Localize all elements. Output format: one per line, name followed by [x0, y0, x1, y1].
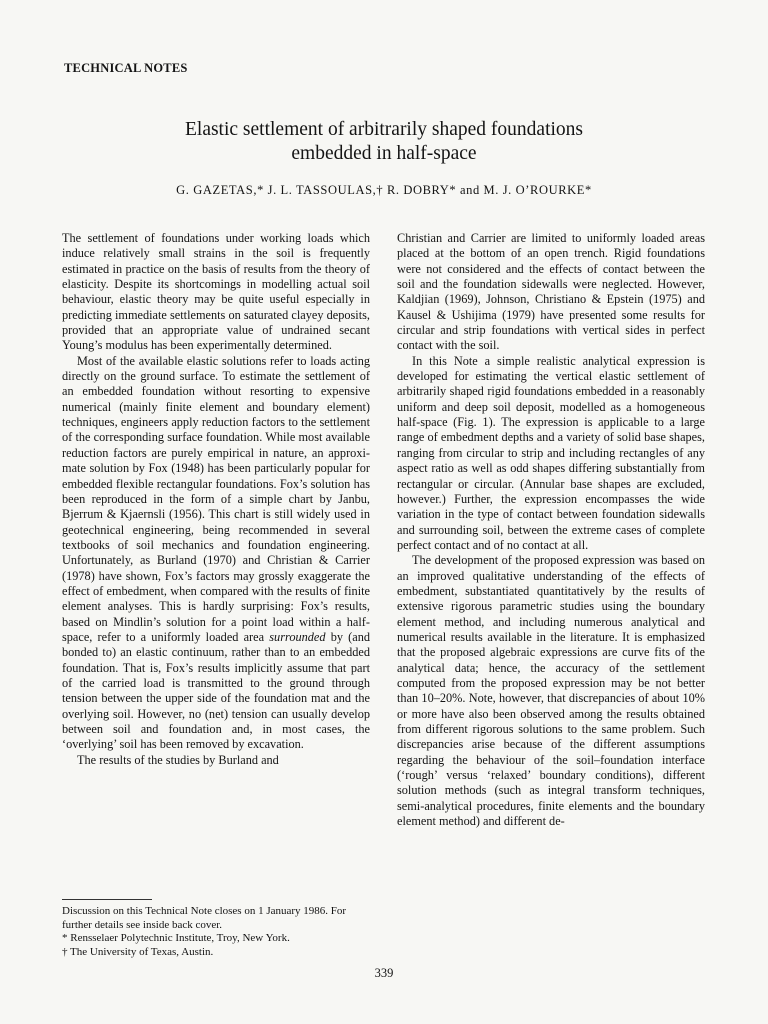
author-list: G. GAZETAS,* J. L. TASSOULAS,† R. DOBRY* and M. J. O’ROURKE* — [176, 183, 592, 197]
paragraph: The settlement of foundations under working loads which induce relatively small strains in the soil is frequently estimated in practice on the basis of results from the theory of elasticity. Despite its shortcomings in modelling actual soil behaviour, elastic theory may be quite useful especially in predicting immediate settlements on saturated clayey deposits, provided that an appropriate value of undrained secant Young’s modulus has been experimentally determined. — [62, 231, 370, 353]
paper-title-line-2: embedded in half-space — [291, 143, 477, 164]
left-column — [62, 231, 370, 768]
section-label: TECHNICAL NOTES — [64, 61, 188, 75]
paragraph: Christian and Carrier are limited to uniformly loaded areas placed at the bottom of an open trench. Rigid foundations were not considered and the effects of contact between the soil and the foundation sidewalls were neglected. However, Kaldjian (1969), Johnson, Christiano & Epstein (1975) and Kausel & Ushijima (1979) have presented some results for circular and strip foundations with vertical sides in perfect contact with the soil. — [397, 231, 705, 353]
footnote-affiliation: * Rensselaer Polytechnic Institute, Troy, New York. — [62, 932, 290, 944]
paragraph-text: by (and bonded to) an elastic continuum, rather than to an embedded foundation. That is, Fox’s results implicitly assume that part of the carried load is transmitted to the ground through tension between the upper side of the foundation mat and the overlying soil. However, no (net) tension can usually develop between soil and foundation and, in most cases, the ‘overlying’ soil has been removed by excavation. — [62, 629, 371, 752]
paper-title-line-1: Elastic settlement of arbitrarily shaped foundations — [184, 119, 583, 140]
paragraph — [62, 354, 370, 753]
page-number: 339 — [374, 966, 394, 980]
footnotes — [62, 905, 370, 959]
footnote-discussion: Discussion on this Technical Note closes on 1 January 1986. For further details see inside back cover. — [62, 905, 347, 931]
footnote-affiliation: † The University of Texas, Austin. — [62, 945, 214, 958]
paragraph-text: Most of the available elastic solutions refer to loads acting directly on the ground surface. To estimate the settlement of an embedded foundation without resorting to expensive numerical (mainly finite element and boundary element) techniques, engineers apply reduction factors to the settlement of the corresponding surface foundation. While most available reduction factors are purely empirical in nature, an approximate solution by Fox (1948) has been particularly popular for embedded flexible rectangular foundations. Fox’s solution has been reproduced in the form of a simple chart by Janbu, Bjerrum & Kjaernsli (1956). This chart is still widely used in geotechnical engineering, being recommended in several textbooks of soil mechanics and foundation engineering. Unfortunately, as Burland (1970) and Christian & Carrier (1978) have shown, Fox’s factors may grossly exaggerate the effect of embedment, when compared with the results of finite element analyses. This is hardly surprising: Fox’s results, based on Mindlin’s solution for a point load within a half-space, refer to a uniformly loaded area — [62, 353, 370, 644]
paragraph: The results of the studies by Burland and — [77, 752, 279, 767]
emphasized-word: surrounded — [269, 629, 326, 644]
paragraph: The development of the proposed expression was based on an improved qualitative understanding of the effects of embedment, substantiated quantitatively by the results of extensive rigorous parametric studies using the boundary element method, and including numerous analytical and numerical results available in the literature. It is emphasized that the proposed algebraic expressions are curve fits of the analytical data; hence, the accuracy of the settlement computed from the proposed expression may be not better than 10–20%. Note, however, that discrepancies of about 10% or more have also been observed among the results obtained from different rigorous solutions to the same problem. Such discrepancies arise because of the different assumptions regarding the behaviour of the soil–foundation interface (‘rough’ versus ‘relaxed’ boundary conditions), different solution methods (such as integral transform techniques, semi-analytical procedures, finite elements and the boundary element method) and different de- — [397, 553, 705, 829]
paper-title — [0, 118, 768, 166]
footnote-divider — [62, 899, 152, 900]
paragraph: In this Note a simple realistic analytical expression is developed for estimating the vertical elastic settlement of arbitrarily shaped rigid foundations embedded in a reasonably uniform and deep soil deposit, modelled as a homogeneous half-space (Fig. 1). The expression is applicable to a large range of embedment depths and a variety of solid base shapes, ranging from circular to strip and including rectangles of any aspect ratio as well as odd shapes differing substantially from rectangular or circular. (Annular base shapes are excluded, however.) Further, the expression encompasses the wide variation in the type of contact between foundation sidewalls and surrounding soil, between the extreme cases of complete perfect contact and of no contact at all. — [397, 353, 705, 552]
right-column — [397, 231, 705, 829]
